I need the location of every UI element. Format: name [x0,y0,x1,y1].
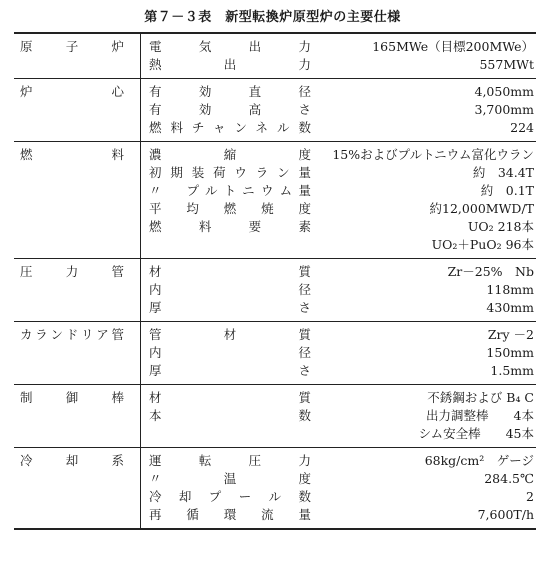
item-cell [141,142,312,259]
value-cell [311,385,536,448]
value-cell [311,33,536,79]
item-label: 平 均 燃 焼 度 [149,201,311,216]
item-cell [141,33,312,79]
item-label: 再 循 環 流 量 [149,507,311,522]
item-value: UO₂＋PuO₂ 96本 [431,237,534,252]
item-cell [141,259,312,322]
item-value: 68kg/cm² ゲージ [424,453,534,468]
table-row [14,259,536,322]
item-label: 内 径 [149,345,311,360]
item-label: 濃 縮 度 [149,147,311,162]
category-label: 制 御 棒 [20,390,124,405]
item-value: 2 [526,489,534,504]
item-label: 燃料チャンネル数 [149,120,311,135]
category-cell [14,33,141,79]
item-label: 熱 出 力 [149,57,311,72]
item-value: 165MWe（目標200MWe） [372,39,534,54]
item-value: 約12,000MWD/T [429,201,534,216]
item-label [149,236,311,254]
category-cell [14,259,141,322]
category-label: 炉 心 [20,84,124,99]
item-value: 430mm [486,300,534,315]
item-label: 運 転 圧 力 [149,453,311,468]
item-label: 管 材 質 [149,327,311,342]
item-label: 電 気 出 力 [149,39,311,54]
item-label: 有 効 直 径 [149,84,311,99]
table-row [14,448,536,530]
item-label: 冷 却 プ ー ル 数 [149,489,311,504]
item-value: 1.5mm [490,363,534,378]
item-label: 本 数 [149,408,311,423]
category-cell [14,79,141,142]
item-value: Zry －2 [487,327,534,342]
category-cell [14,322,141,385]
category-label: 冷 却 系 [20,453,124,468]
item-label: 燃 料 要 素 [149,219,311,234]
item-value: UO₂ 218本 [467,219,534,234]
category-label: 圧 力 管 [20,264,124,279]
value-cell [311,448,536,530]
table-row [14,33,536,79]
table-row [14,322,536,385]
table-row [14,385,536,448]
category-cell [14,142,141,259]
spec-table-body [14,33,536,529]
item-value: 118mm [486,282,534,297]
category-label: カランドリア管 [20,327,124,342]
item-label: 〃 温 度 [149,471,311,486]
item-label: 〃 プルトニウム量 [149,183,311,198]
item-value: 約 0.1T [480,183,534,198]
item-label: 厚 さ [149,300,311,315]
item-value: 3,700mm [474,102,534,117]
item-value: 284.5℃ [484,471,534,486]
item-value: 出力調整棒 4本 [426,408,534,423]
item-value: 224 [510,120,534,135]
category-label: 原 子 炉 [20,39,124,54]
value-cell [311,142,536,259]
value-cell [311,259,536,322]
item-label: 材 質 [149,390,311,405]
value-cell [311,79,536,142]
category-cell [14,385,141,448]
item-cell [141,79,312,142]
item-label: 材 質 [149,264,311,279]
item-label: 厚 さ [149,363,311,378]
value-cell [311,322,536,385]
item-label [149,425,311,443]
table-row [14,79,536,142]
table-caption: 第７－３表 新型転換炉原型炉の主要仕様 [144,10,401,25]
item-label: 内 径 [149,282,311,297]
item-value: 150mm [486,345,534,360]
item-value: 不銹鋼および B₄ C [427,390,534,405]
category-cell [14,448,141,530]
item-value: 7,600T/h [477,507,534,522]
item-value: 15%およびプルトニウム富化ウラン [332,147,534,162]
item-value: Zr－25% Nb [447,264,534,279]
category-label: 燃 料 [20,147,124,162]
item-label: 有 効 高 さ [149,102,311,117]
item-cell [141,385,312,448]
spec-table [14,32,536,530]
item-label: 初期装荷ウラン量 [149,165,311,180]
item-cell [141,448,312,530]
item-value: シム安全棒 45本 [418,426,534,441]
table-row [14,142,536,259]
item-cell [141,322,312,385]
item-value: 557MWt [479,57,534,72]
item-value: 約 34.4T [472,165,534,180]
item-value: 4,050mm [474,84,534,99]
